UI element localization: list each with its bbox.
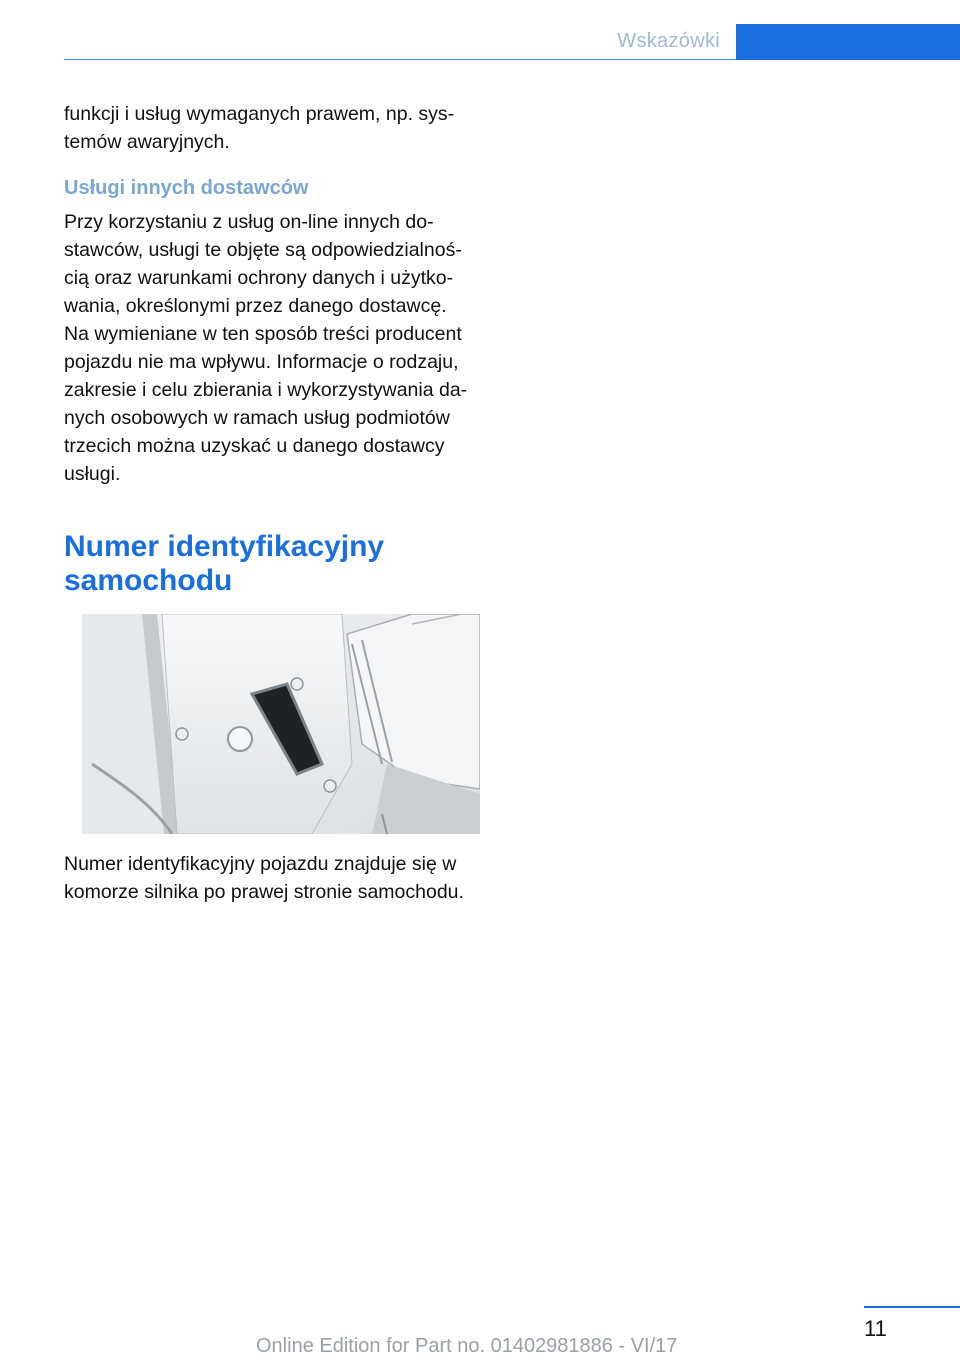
- chapter-title: Wskazówki: [617, 30, 720, 52]
- engine-bay-illustration: [82, 614, 480, 834]
- paragraph-line: stawców, usługi te objęte są odpowiedzialnoś-: [64, 239, 462, 261]
- main-paragraph: [64, 208, 484, 488]
- engine-bay-drawing: [82, 614, 480, 834]
- edition-footer: Online Edition for Part no. 01402981886 - VI/17: [256, 1335, 678, 1357]
- paragraph-line: wania, określonymi przez danego dostawcę.: [64, 295, 447, 317]
- paragraph-line: zakresie i celu zbierania i wykorzystywania da-: [64, 379, 468, 401]
- paragraph-line: pojazdu nie ma wpływu. Informacje o rodzaju,: [64, 351, 459, 373]
- intro-paragraph: [64, 100, 484, 156]
- caption-line-1: Numer identyfikacyjny pojazdu znajduje się w: [64, 853, 457, 875]
- caption-line-2: komorze silnika po prawej stronie samochodu.: [64, 881, 464, 903]
- paragraph-line: nych osobowych w ramach usług podmiotów: [64, 407, 450, 429]
- page-number: 11: [864, 1316, 887, 1341]
- intro-line-2: temów awaryjnych.: [64, 131, 230, 153]
- chapter-tab-block: [736, 24, 960, 60]
- header-rule: [64, 59, 736, 60]
- intro-line-1: funkcji i usług wymaganych prawem, np. sys-: [64, 103, 455, 125]
- paragraph-line: Przy korzystaniu z usług on-line innych do-: [64, 211, 434, 233]
- figure-caption: [64, 850, 484, 906]
- content-column: [64, 100, 484, 906]
- subheading: Usługi innych dostawców: [64, 177, 309, 199]
- paragraph-line: cią oraz warunkami ochrony danych i użytko-: [64, 267, 454, 289]
- paragraph-line: trzecich można uzyskać u danego dostawcy: [64, 435, 445, 457]
- section-title: [64, 530, 484, 598]
- paragraph-line: usługi.: [64, 463, 121, 485]
- paragraph-line: Na wymieniane w ten sposób treści producent: [64, 323, 462, 345]
- section-title-line-1: Numer identyfikacyjny: [64, 530, 385, 563]
- footer-rule: [864, 1306, 960, 1308]
- section-title-line-2: samochodu: [64, 564, 233, 597]
